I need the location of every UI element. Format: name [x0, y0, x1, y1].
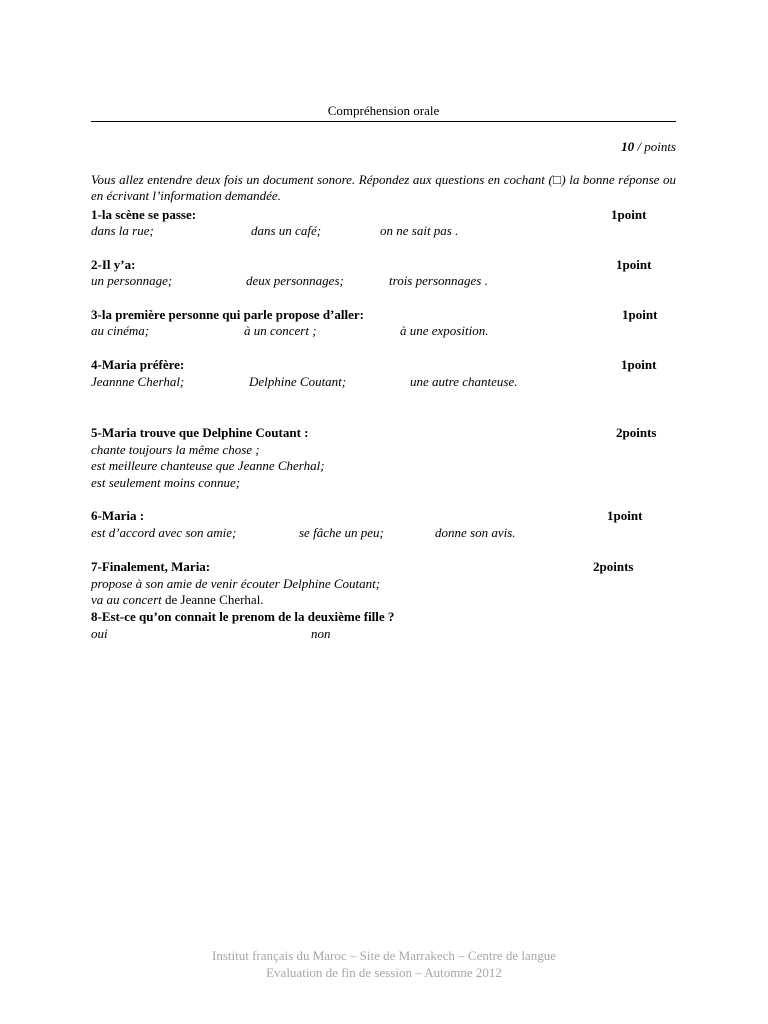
instructions-text: Vous allez entendre deux fois un document sonore. Répondez aux questions en cochant (□) la bonne réponse ou en écrivant l’information demandée. [91, 172, 676, 203]
question-7-option-2-text: va au concert [91, 592, 162, 607]
question-8-title: 8-Est-ce qu’on connait le prenom de la deuxième fille ? [91, 609, 395, 624]
question-3-title: 3-la première personne qui parle propose d’aller: [91, 307, 364, 322]
question-5-title: 5-Maria trouve que Delphine Coutant : [91, 425, 309, 440]
header-divider [91, 121, 676, 122]
question-7-title: 7-Finalement, Maria: [91, 559, 211, 574]
question-4-option-3: une autre chanteuse. [410, 374, 518, 389]
footer-line-2: Evaluation de fin de session – Automne 2012 [266, 965, 502, 980]
question-6-points: 1point [607, 508, 643, 523]
section-title: Compréhension orale [327, 103, 440, 118]
question-5-option-3: est seulement moins connue; [91, 475, 241, 490]
question-4-points: 1point [621, 357, 657, 372]
question-2-title: 2-Il y’a: [91, 257, 136, 272]
question-8-option-2: non [311, 626, 331, 641]
question-6-option-3: donne son avis. [435, 525, 516, 540]
question-2-option-3: trois personnages . [389, 273, 488, 288]
question-7-option-2-suffix: de Jeanne Cherhal. [161, 592, 264, 607]
total-points-value: 10 [621, 139, 635, 154]
question-4-title: 4-Maria préfère: [91, 357, 185, 372]
question-4-option-1: Jeannne Cherhal; [91, 374, 185, 389]
footer-line-1: Institut français du Maroc – Site de Marrakech – Centre de langue [211, 948, 557, 963]
question-6-option-2: se fâche un peu; [299, 525, 384, 540]
question-1-option-1: dans la rue; [91, 223, 154, 238]
question-5-option-2: est meilleure chanteuse que Jeanne Cherhal; [91, 458, 325, 473]
question-3-option-1: au cinéma; [91, 323, 150, 338]
question-6-option-1: est d’accord avec son amie; [91, 525, 237, 540]
question-6-title: 6-Maria : [91, 508, 145, 523]
question-1-option-2: dans un café; [251, 223, 322, 238]
question-5-option-1: chante toujours la même chose ; [91, 442, 260, 457]
question-7-option-2 [91, 592, 264, 608]
question-7-option-1: propose à son amie de venir écouter Delphine Coutant; [91, 576, 381, 591]
question-2-option-2: deux personnages; [246, 273, 344, 288]
question-3-option-3: à une exposition. [400, 323, 489, 338]
question-8-option-1: oui [91, 626, 108, 641]
question-1-option-3: on ne sait pas . [380, 223, 459, 238]
question-2-points: 1point [616, 257, 652, 272]
question-2-option-1: un personnage; [91, 273, 173, 288]
total-points-unit: / points [634, 139, 676, 154]
question-5-points: 2points [616, 425, 657, 440]
question-3-option-2: à un concert ; [244, 323, 317, 338]
question-7-points: 2points [593, 559, 634, 574]
total-points [621, 139, 676, 155]
question-1-title: 1-la scène se passe: [91, 207, 197, 222]
question-3-points: 1point [622, 307, 658, 322]
question-1-points: 1point [611, 207, 647, 222]
question-4-option-2: Delphine Coutant; [249, 374, 347, 389]
